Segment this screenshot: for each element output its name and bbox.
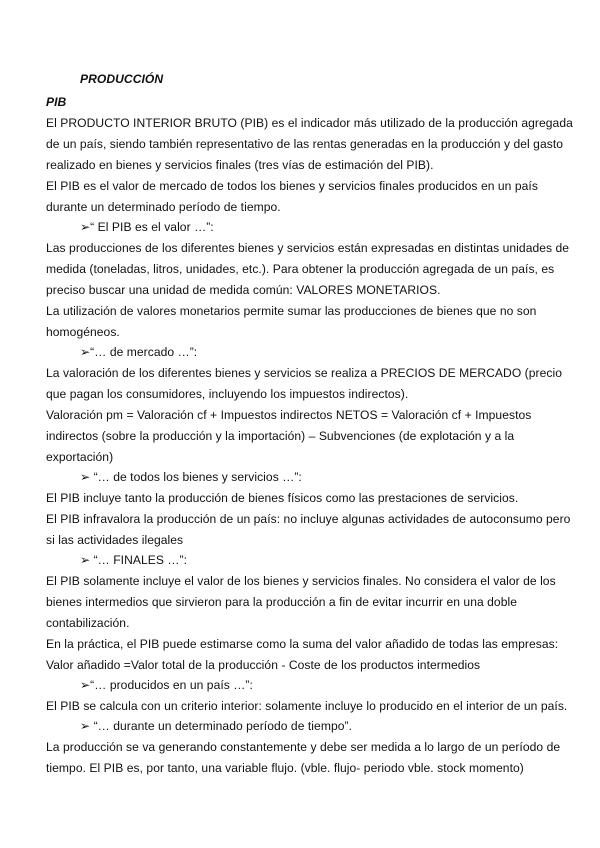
- paragraph-line: medida (toneladas, litros, unidades, etc.). Para obtener la producción agregada de un país, es: [46, 262, 555, 276]
- paragraph-line: de un país, siendo también representativo de las rentas generadas en la producción y del gasto: [46, 137, 564, 151]
- paragraph-line: La producción se va generando constantemente y debe ser medida a lo largo de un período de: [46, 740, 561, 754]
- paragraph-line: El PIB incluye tanto la producción de bienes físicos como las prestaciones de servicios.: [46, 491, 519, 505]
- paragraph-line: bienes intermedios que sirvieron para la producción a fin de evitar incurrir en una doble: [46, 595, 517, 609]
- paragraph-line: El PIB solamente incluye el valor de los bienes y servicios finales. No considera el valor de los: [46, 574, 556, 588]
- paragraph-line: En la práctica, el PIB puede estimarse como la suma del valor añadido de todas las empresas:: [46, 637, 559, 651]
- paragraph-line: El PIB se calcula con un criterio interior: solamente incluye lo producido en el interior de un país.: [46, 699, 568, 713]
- document-title: PRODUCCIÓN: [80, 72, 164, 86]
- bullet-heading: ➢ “… durante un determinado período de tiempo”.: [80, 719, 352, 733]
- paragraph-line: preciso buscar una unidad de medida común: VALORES MONETARIOS.: [46, 283, 441, 297]
- paragraph-line: La valoración de los diferentes bienes y servicios se realiza a PRECIOS DE MERCADO (precio: [46, 366, 563, 380]
- paragraph-line: La utilización de valores monetarios permite sumar las producciones de bienes que no son: [46, 304, 537, 318]
- paragraph-line: realizado en bienes y servicios finales (tres vías de estimación del PIB).: [46, 158, 434, 172]
- paragraph-line: El PRODUCTO INTERIOR BRUTO (PIB) es el indicador más utilizado de la producción agregada: [46, 116, 573, 130]
- paragraph-line: exportación): [46, 450, 114, 464]
- paragraph-line: indirectos (sobre la producción y la importación) – Subvenciones (de explotación y a la: [46, 429, 515, 443]
- paragraph-line: si las actividades ilegales: [46, 533, 184, 547]
- formula-line: Valor añadido =Valor total de la producción - Coste de los productos intermedios: [46, 658, 481, 672]
- paragraph-line: homogéneos.: [46, 325, 120, 339]
- paragraph-line: El PIB es el valor de mercado de todos los bienes y servicios finales producidos en un país: [46, 179, 538, 193]
- paragraph-line: que pagan los consumidores, incluyendo los impuestos indirectos).: [46, 387, 409, 401]
- bullet-heading: ➢“ El PIB es el valor …”:: [80, 220, 214, 234]
- bullet-heading: ➢ “… FINALES …”:: [80, 553, 188, 567]
- formula-line: Valoración pm = Valoración cf + Impuestos indirectos NETOS = Valoración cf + Impuestos: [46, 408, 532, 422]
- bullet-heading: ➢ “… de todos los bienes y servicios …”:: [80, 470, 302, 484]
- paragraph-line: contabilización.: [46, 616, 130, 630]
- paragraph-line: El PIB infravalora la producción de un país: no incluye algunas actividades de autoconsumo pero: [46, 512, 571, 526]
- bullet-heading: ➢“… de mercado …”:: [80, 345, 198, 359]
- section-heading: PIB: [46, 95, 67, 109]
- paragraph-line: durante un determinado período de tiempo.: [46, 200, 281, 214]
- bullet-heading: ➢“… producidos en un país …”:: [80, 678, 253, 692]
- paragraph-line: tiempo. El PIB es, por tanto, una variable flujo. (vble. flujo- periodo vble. stock momento): [46, 761, 524, 775]
- paragraph-line: Las producciones de los diferentes bienes y servicios están expresadas en distintas unidades de: [46, 241, 570, 255]
